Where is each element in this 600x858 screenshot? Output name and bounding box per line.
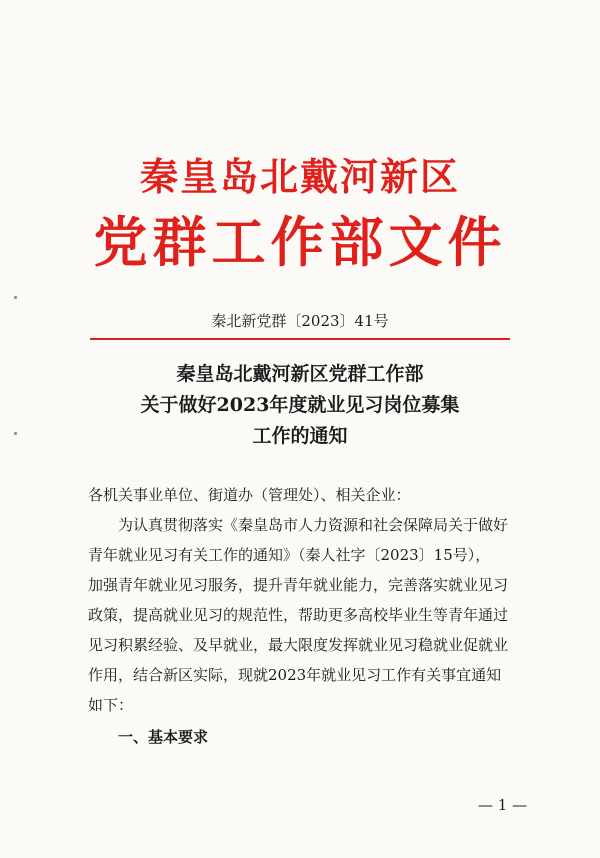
paragraph-line: 见习积累经验、及早就业，最大限度发挥就业见习稳就业促就业 <box>88 636 509 654</box>
document-number: 秦北新党群〔2023〕41号 <box>211 312 389 330</box>
page-number: — 1 — <box>478 796 528 814</box>
binding-mark <box>14 296 17 299</box>
section-heading-1: 一、基本要求 <box>118 728 209 746</box>
paragraph-line: 作用，结合新区实际，现就2023年就业见习工作有关事宜通知 <box>88 666 502 684</box>
header-doc-type-line: 党群工作部文件 <box>93 211 507 274</box>
document-title-line-3: 工作的通知 <box>252 425 348 447</box>
paragraph-line: 政策，提高就业见习的规范性，帮助更多高校毕业生等青年通过 <box>88 606 509 624</box>
addressee-line: 各机关事业单位、街道办（管理处）、相关企业： <box>88 486 411 504</box>
header-org-line: 秦皇岛北戴河新区 <box>139 155 460 199</box>
red-separator-rule <box>90 338 510 340</box>
paragraph-line: 为认真贯彻落实《秦皇岛市人力资源和社会保障局关于做好 <box>118 516 509 534</box>
paragraph-line: 如下： <box>88 696 134 714</box>
paragraph-line: 加强青年就业见习服务，提升青年就业能力，完善落实就业见习 <box>88 576 509 594</box>
paragraph-line: 青年就业见习有关工作的通知》（秦人社字〔2023〕15号）， <box>88 546 491 564</box>
document-title-line-2: 关于做好2023年度就业见习岗位募集 <box>140 394 460 416</box>
document-title-line-1: 秦皇岛北戴河新区党群工作部 <box>176 363 424 385</box>
